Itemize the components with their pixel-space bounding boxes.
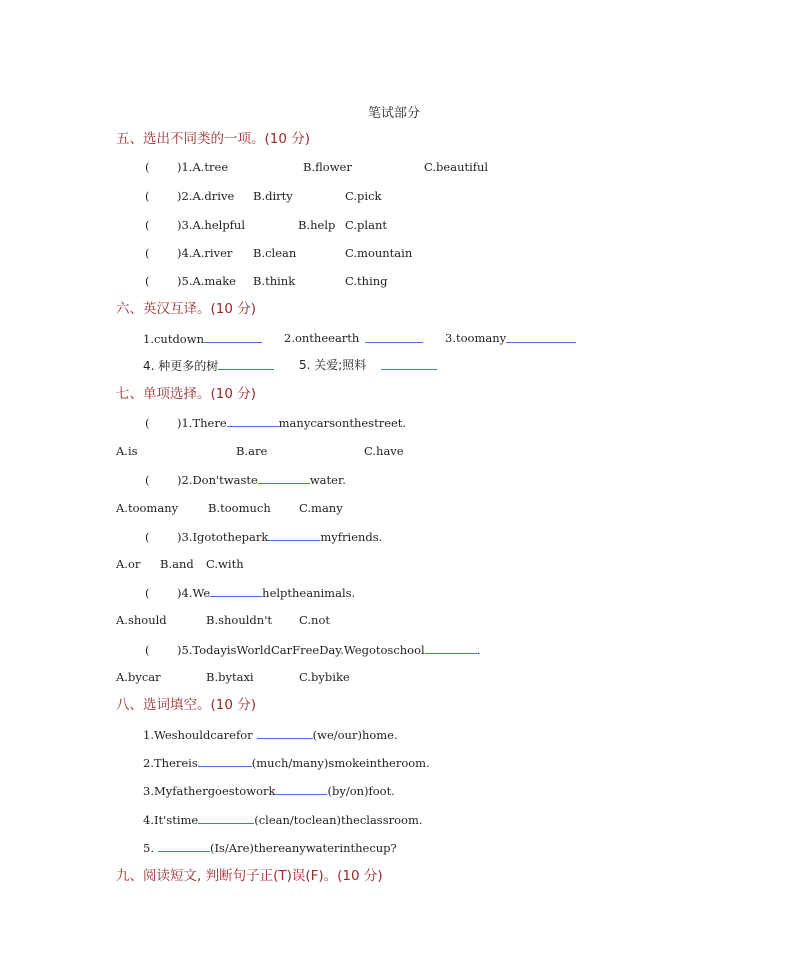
option-c: C.have: [364, 444, 404, 458]
s7-q3: [145, 528, 382, 545]
question-rest: myfriends.: [320, 530, 383, 544]
s6-q1-label: 1.cutdown: [143, 332, 204, 346]
option-a: A.helpful: [192, 218, 246, 232]
item-number: )5.: [177, 274, 193, 288]
option-b: B.toomuch: [208, 501, 271, 515]
option-a: A.bycar: [116, 670, 161, 684]
option-b: B.clean: [253, 246, 297, 260]
answer-blank[interactable]: [365, 330, 423, 343]
item-number: )4.: [177, 246, 193, 260]
s8-q4: [143, 811, 423, 828]
section-9-heading: 九、阅读短文, 判断句子正(T)误(F)。(10 分): [116, 868, 383, 884]
option-c: C.pick: [345, 189, 382, 203]
answer-blank[interactable]: [158, 839, 210, 852]
answer-blank[interactable]: [204, 330, 262, 343]
option-a: A.is: [116, 444, 138, 458]
option-c: C.beautiful: [424, 160, 489, 174]
s6-q5-label: 5. 关爱;照料: [299, 358, 367, 372]
answer-paren[interactable]: (: [145, 473, 150, 487]
question-stem: 3.Myfathergoestowork: [143, 784, 276, 798]
s6-q4-label: 4. 种更多的树: [143, 359, 219, 373]
item-number: )1.: [177, 160, 193, 174]
option-b: B.help: [298, 218, 336, 232]
option-c: C.mountain: [345, 246, 413, 260]
answer-blank[interactable]: [227, 414, 279, 427]
s5-item-3: [145, 217, 387, 233]
answer-blank[interactable]: [381, 357, 437, 370]
option-a: A.toomany: [116, 501, 179, 515]
option-a: A.river: [192, 246, 233, 260]
answer-blank[interactable]: [218, 357, 274, 370]
option-a: A.should: [116, 613, 167, 627]
option-a: A.or: [116, 557, 141, 571]
s7-q5-options: [116, 669, 350, 685]
question-stem: )5.TodayisWorldCarFreeDay.Wegotoschool: [177, 643, 425, 657]
option-a: A.drive: [192, 189, 235, 203]
option-a: A.make: [192, 274, 236, 288]
s5-item-4: [145, 245, 413, 261]
s7-q4: [145, 584, 355, 601]
s6-q2-label: 2.ontheearth: [284, 331, 360, 345]
question-stem: 5.: [143, 841, 154, 855]
answer-paren[interactable]: (: [145, 246, 150, 260]
s7-q1: [145, 414, 406, 431]
section-8-heading: 八、选词填空。(10 分): [116, 697, 257, 713]
s7-q1-options: [116, 443, 404, 459]
s7-q4-options: [116, 612, 330, 628]
section-6-heading: 六、英汉互译。(10 分): [116, 301, 257, 317]
page-title: 笔试部分: [368, 106, 421, 121]
option-c: C.bybike: [299, 670, 350, 684]
option-a: A.tree: [192, 160, 229, 174]
question-stem: )4.We: [177, 586, 211, 600]
option-b: B.are: [236, 444, 268, 458]
answer-blank[interactable]: [506, 330, 576, 343]
option-c: C.thing: [345, 274, 388, 288]
answer-paren[interactable]: (: [145, 274, 150, 288]
answer-blank[interactable]: [198, 811, 254, 824]
answer-paren[interactable]: (: [145, 160, 150, 174]
question-rest: water.: [309, 473, 346, 487]
s5-item-5: [145, 273, 388, 289]
answer-paren[interactable]: (: [145, 416, 150, 430]
s6-q3-label: 3.toomany: [445, 331, 507, 345]
question-stem: )1.There: [177, 416, 227, 430]
option-b: B.think: [253, 274, 296, 288]
question-stem: 1.Weshouldcarefor: [143, 728, 253, 742]
answer-paren[interactable]: (: [145, 530, 150, 544]
question-rest: manycarsonthestreet.: [278, 416, 407, 430]
question-stem: 2.Thereis: [143, 756, 198, 770]
s8-q3: [143, 782, 395, 799]
answer-blank[interactable]: [198, 754, 252, 767]
answer-paren[interactable]: (: [145, 586, 150, 600]
option-b: B.flower: [303, 160, 352, 174]
item-number: )2.: [177, 189, 193, 203]
question-rest: (clean/toclean)theclassroom.: [254, 813, 423, 827]
question-stem: )2.Don'twaste: [177, 473, 258, 487]
option-b: B.and: [160, 557, 194, 571]
s6-row-1: [143, 330, 507, 347]
answer-paren[interactable]: (: [145, 643, 150, 657]
s7-q3-options: [116, 556, 244, 572]
s5-item-2: [145, 188, 382, 204]
item-number: )3.: [177, 218, 193, 232]
s7-q5: [145, 641, 480, 658]
option-c: C.plant: [345, 218, 387, 232]
answer-blank[interactable]: [268, 528, 320, 541]
option-c: C.many: [299, 501, 343, 515]
s8-q5: [143, 839, 397, 856]
section-5-heading: 五、选出不同类的一项。(10 分): [116, 131, 311, 147]
s7-q2: [145, 471, 346, 488]
answer-blank[interactable]: [257, 726, 313, 739]
option-b: B.dirty: [253, 189, 293, 203]
s7-q2-options: [116, 500, 343, 516]
option-c: C.with: [206, 557, 244, 571]
s6-row-2: [143, 357, 367, 374]
question-rest: (by/on)foot.: [327, 784, 395, 798]
s8-q2: [143, 754, 430, 771]
option-c: C.not: [299, 613, 330, 627]
option-b: B.bytaxi: [206, 670, 254, 684]
question-stem: 4.It'stime: [143, 813, 199, 827]
answer-paren[interactable]: (: [145, 189, 150, 203]
s8-q1: [143, 726, 398, 743]
question-rest: helptheanimals.: [262, 586, 356, 600]
s5-item-1: [145, 159, 489, 175]
answer-blank[interactable]: [210, 584, 262, 597]
question-rest: (Is/Are)thereanywaterinthecup?: [209, 841, 397, 855]
section-7-heading: 七、单项选择。(10 分): [116, 386, 257, 402]
answer-blank[interactable]: [258, 471, 310, 484]
answer-blank[interactable]: [275, 782, 327, 795]
question-rest: (we/our)home.: [312, 728, 398, 742]
question-rest: .: [476, 643, 481, 657]
question-rest: (much/many)smokeintheroom.: [251, 756, 430, 770]
answer-blank[interactable]: [425, 641, 477, 654]
question-stem: )3.Igotothepark: [177, 530, 269, 544]
answer-paren[interactable]: (: [145, 218, 150, 232]
option-b: B.shouldn't: [206, 613, 272, 627]
